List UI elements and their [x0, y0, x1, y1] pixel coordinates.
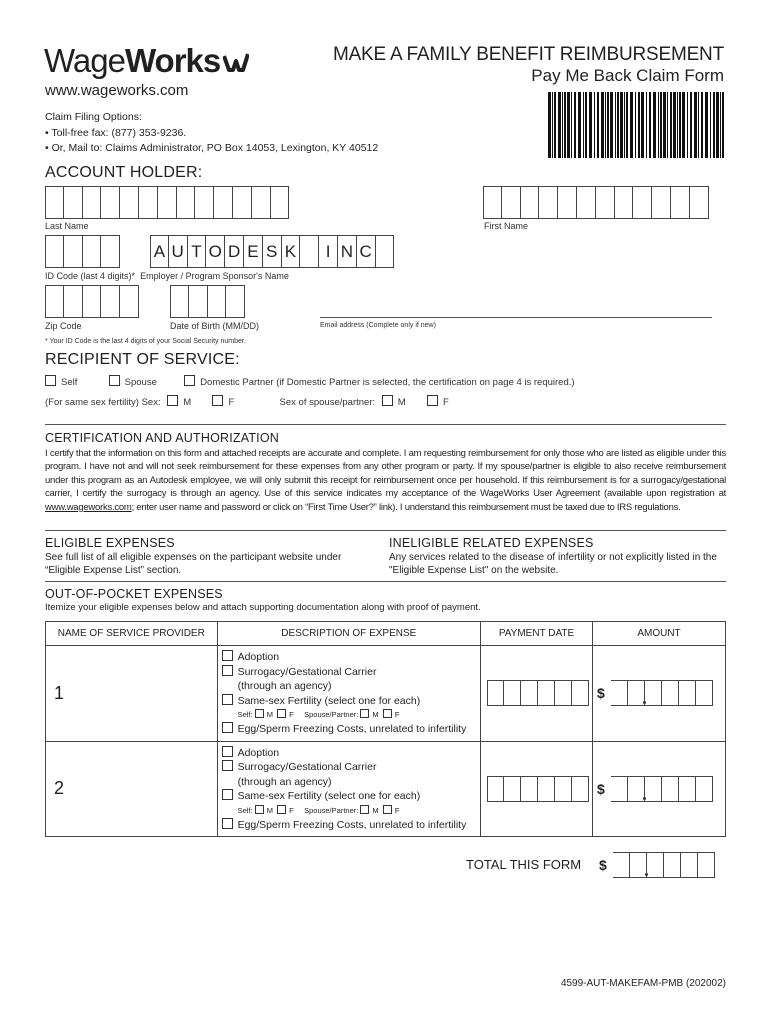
first-name-label: First Name — [484, 221, 529, 231]
dob-boxes[interactable] — [170, 285, 245, 318]
id-code-boxes[interactable] — [45, 235, 120, 268]
table-header-row — [46, 622, 726, 646]
payment-date-boxes[interactable] — [487, 680, 592, 706]
divider — [45, 530, 726, 531]
char-box[interactable]: N — [338, 235, 357, 268]
barcode-bar — [567, 92, 570, 158]
fertility-sex-row — [45, 395, 449, 408]
first-name-boxes[interactable] — [483, 186, 709, 219]
spouse-label: Spouse — [124, 377, 157, 388]
char-box[interactable]: S — [263, 235, 282, 268]
barcode — [548, 92, 726, 158]
barcode-bar — [624, 92, 625, 158]
col-amount: AMOUNT — [593, 622, 726, 646]
total-label: TOTAL THIS FORM — [466, 857, 582, 872]
claim-filing-options — [45, 110, 378, 157]
spouse-sex-f-checkbox[interactable] — [427, 395, 438, 406]
char-box[interactable] — [300, 235, 319, 268]
recipient-heading: RECIPIENT OF SERVICE: — [45, 351, 240, 368]
char-box[interactable] — [120, 186, 139, 219]
payment-date-cell — [481, 741, 593, 837]
barcode-bar — [690, 92, 692, 158]
barcode-bar — [615, 92, 616, 158]
self-f-checkbox[interactable] — [277, 805, 286, 814]
partner-m-checkbox[interactable] — [360, 709, 369, 718]
filing-fax: • Toll-free fax: (877) 353-9236. — [45, 126, 187, 139]
sex-f-checkbox[interactable] — [212, 395, 223, 406]
barcode-bar — [667, 92, 668, 158]
char-box[interactable]: E — [244, 235, 263, 268]
barcode-bar — [701, 92, 703, 158]
barcode-bar — [552, 92, 553, 158]
char-box[interactable] — [502, 186, 521, 219]
filing-heading: Claim Filing Options: — [45, 111, 142, 123]
spouse-sex-m-label: M — [397, 397, 406, 408]
oop-heading: OUT-OF-POCKET EXPENSES — [45, 587, 223, 601]
domestic-partner-label: Domestic Partner (if Domestic Partner is selected, the certification on page 4 is required.) — [200, 377, 575, 388]
id-footnote: * Your ID Code is the last 4 digits of your Social Security number. — [45, 338, 246, 345]
barcode-bar — [571, 92, 572, 158]
barcode-bar — [607, 92, 609, 158]
email-label: Email address (Complete only if new) — [320, 322, 436, 329]
filing-mail: • Or, Mail to: Claims Administrator, PO Box 14053, Lexington, KY 40512 — [45, 142, 379, 154]
char-box[interactable] — [64, 235, 83, 268]
barcode-bar — [574, 92, 576, 158]
employer-name-boxes[interactable] — [150, 235, 394, 268]
sex-m-checkbox[interactable] — [167, 395, 178, 406]
logo-mark-icon — [223, 51, 249, 73]
barcode-bar — [713, 92, 715, 158]
adoption-label: Adoption — [237, 746, 280, 759]
char-box[interactable]: U — [169, 235, 188, 268]
amount-cell — [593, 741, 726, 837]
barcode-bar — [562, 92, 563, 158]
ineligible-heading: INELIGIBLE RELATED EXPENSES — [389, 536, 594, 550]
surrogacy-sub-label: (through an agency) — [237, 680, 332, 692]
char-box[interactable] — [45, 186, 64, 219]
barcode-bar — [635, 92, 636, 158]
char-box[interactable] — [45, 285, 64, 318]
sex-f-label: F — [228, 397, 235, 408]
barcode-bar — [720, 92, 721, 158]
spouse-sex-f-label: F — [442, 397, 449, 408]
surrogacy-sub-label: (through an agency) — [237, 775, 332, 788]
barcode-bar — [601, 92, 604, 158]
fertility-sex-label: (For same sex fertility) Sex: — [45, 397, 161, 408]
char-box[interactable] — [45, 235, 64, 268]
website-url: www.wageworks.com — [45, 82, 189, 99]
barcode-bar — [722, 92, 724, 158]
barcode-bar — [705, 92, 708, 158]
char-box[interactable] — [189, 285, 208, 318]
logo-text-light: Wage — [44, 42, 125, 79]
barcode-bar — [677, 92, 678, 158]
char-box[interactable] — [64, 186, 83, 219]
zip-code-boxes[interactable] — [45, 285, 139, 318]
spouse-sex-m-checkbox[interactable] — [382, 395, 393, 406]
barcode-bar — [578, 92, 581, 158]
form-code: 4599-AUT-MAKEFAM-PMB (202002) — [560, 978, 726, 989]
barcode-bar — [682, 92, 685, 158]
barcode-bar — [660, 92, 662, 158]
col-provider: NAME OF SERVICE PROVIDER — [46, 622, 218, 646]
char-box[interactable] — [101, 285, 120, 318]
barcode-bar — [620, 92, 623, 158]
oop-instructions: Itemize your eligible expenses below and attach supporting documentation along with proof of payment. — [45, 602, 481, 613]
self-m-checkbox[interactable] — [255, 709, 264, 718]
char-box[interactable] — [271, 186, 290, 219]
char-box[interactable] — [177, 186, 196, 219]
last-name-boxes[interactable] — [45, 186, 289, 219]
char-box[interactable] — [101, 186, 120, 219]
fertility-checkbox[interactable] — [222, 789, 233, 800]
egg-label: Egg/Sperm Freezing Costs, unrelated to infertility — [237, 723, 467, 735]
sex-m-label: M — [183, 397, 192, 408]
partner-f-checkbox[interactable] — [383, 805, 392, 814]
ineligible-text: Any services related to the disease of infertility or not explicitly listed in the "Eligible Expense List" on the website. — [389, 552, 717, 576]
fertility-label: Same-sex Fertility (select one for each) — [237, 790, 421, 802]
barcode-bar — [658, 92, 659, 158]
spouse-sex-label: Sex of spouse/partner: — [279, 397, 376, 408]
surrogacy-checkbox[interactable] — [222, 760, 233, 771]
last-name-label: Last Name — [45, 221, 89, 231]
char-box[interactable] — [120, 285, 139, 318]
barcode-bar — [564, 92, 566, 158]
amount-boxes[interactable]: $ — [597, 680, 725, 706]
barcode-bar — [638, 92, 640, 158]
char-box[interactable] — [214, 186, 233, 219]
char-box[interactable] — [64, 285, 83, 318]
char-box[interactable] — [83, 235, 102, 268]
wageworks-logo — [44, 42, 249, 80]
description-cell — [217, 646, 480, 742]
spouse-checkbox[interactable] — [109, 375, 120, 386]
char-box[interactable] — [226, 285, 245, 318]
employer-label: Employer / Program Sponsor's Name — [140, 271, 289, 281]
barcode-bar — [679, 92, 681, 158]
amount-cell — [593, 646, 726, 742]
fertility-label: Same-sex Fertility (select one for each) — [237, 694, 421, 707]
barcode-bar — [710, 92, 711, 158]
char-box[interactable] — [539, 186, 558, 219]
fertility-checkbox[interactable] — [222, 694, 233, 705]
char-box[interactable] — [252, 186, 271, 219]
fertility-sex-options: Self: M F Spouse/Partner: M F — [237, 805, 400, 815]
account-holder-heading: ACCOUNT HOLDER: — [45, 164, 203, 181]
char-box[interactable] — [671, 186, 690, 219]
char-box[interactable]: O — [206, 235, 225, 268]
char-box[interactable] — [233, 186, 252, 219]
barcode-bar — [716, 92, 719, 158]
adoption-checkbox[interactable] — [222, 650, 233, 661]
char-box[interactable] — [83, 186, 102, 219]
char-box[interactable] — [596, 186, 615, 219]
eligible-text: See full list of all eligible expenses on the participant website under “Eligible Expense List” section. — [45, 552, 342, 576]
fertility-sex-options: Self: M F Spouse/Partner: M F — [237, 710, 400, 719]
barcode-bar — [597, 92, 599, 158]
email-line[interactable] — [320, 317, 712, 318]
barcode-bar — [548, 92, 551, 158]
char-box[interactable] — [652, 186, 671, 219]
partner-m-checkbox[interactable] — [360, 805, 369, 814]
provider-cell[interactable] — [46, 646, 218, 742]
divider — [45, 424, 726, 425]
dob-label: Date of Birth (MM/DD) — [170, 321, 260, 331]
char-box[interactable] — [170, 285, 189, 318]
char-box[interactable]: C — [357, 235, 376, 268]
adoption-checkbox[interactable] — [222, 746, 233, 757]
total-amount-boxes[interactable]: $ — [599, 852, 715, 878]
char-box[interactable]: K — [282, 235, 301, 268]
payment-date-cell — [481, 646, 593, 742]
eligible-heading: ELIGIBLE EXPENSES — [45, 536, 175, 550]
adoption-label: Adoption — [237, 651, 280, 663]
logo-text-bold: Works — [124, 42, 221, 79]
barcode-bar — [610, 92, 613, 158]
payment-date-boxes[interactable] — [487, 776, 592, 802]
domestic-partner-checkbox[interactable] — [184, 375, 195, 386]
expense-table — [45, 621, 726, 837]
egg-checkbox[interactable] — [222, 818, 233, 829]
char-box[interactable] — [577, 186, 596, 219]
char-box[interactable] — [83, 285, 102, 318]
barcode-bar — [594, 92, 595, 158]
description-cell — [217, 741, 480, 837]
col-payment-date: PAYMENT DATE — [481, 622, 593, 646]
barcode-bar — [687, 92, 688, 158]
barcode-bar — [646, 92, 647, 158]
char-box[interactable] — [139, 186, 158, 219]
char-box[interactable] — [521, 186, 540, 219]
char-box[interactable] — [690, 186, 709, 219]
surrogacy-label: Surrogacy/Gestational Carrier — [237, 665, 377, 678]
row-number: 1 — [54, 682, 65, 703]
wageworks-link[interactable]: www.wageworks.com — [45, 501, 132, 513]
self-label: Self — [61, 377, 78, 388]
barcode-bar — [673, 92, 676, 158]
surrogacy-checkbox[interactable] — [222, 665, 233, 676]
surrogacy-label: Surrogacy/Gestational Carrier — [237, 761, 377, 773]
self-checkbox[interactable] — [45, 375, 56, 386]
barcode-bar — [617, 92, 619, 158]
self-f-checkbox[interactable] — [277, 709, 286, 718]
recipient-options — [45, 375, 575, 388]
provider-cell[interactable] — [46, 741, 218, 837]
char-box[interactable] — [158, 186, 177, 219]
form-subtitle: Pay Me Back Claim Form — [531, 66, 724, 85]
char-box[interactable]: D — [225, 235, 244, 268]
char-box[interactable] — [208, 285, 227, 318]
barcode-bar — [649, 92, 651, 158]
barcode-bar — [585, 92, 587, 158]
char-box[interactable] — [483, 186, 502, 219]
barcode-bar — [694, 92, 697, 158]
divider — [45, 581, 726, 582]
barcode-bar — [630, 92, 633, 158]
barcode-bar — [698, 92, 699, 158]
char-box[interactable]: A — [150, 235, 169, 268]
table-row — [46, 741, 726, 837]
form-title: MAKE A FAMILY BENEFIT REIMBURSEMENT — [332, 44, 724, 65]
row-number: 2 — [54, 778, 65, 799]
col-description: DESCRIPTION OF EXPENSE — [217, 622, 480, 646]
barcode-bar — [583, 92, 584, 158]
id-code-label: ID Code (last 4 digits)* Employer / Program Sponsor's Name — [45, 271, 289, 281]
barcode-bar — [670, 92, 672, 158]
barcode-bar — [653, 92, 656, 158]
egg-label: Egg/Sperm Freezing Costs, unrelated to infertility — [237, 818, 467, 831]
egg-checkbox[interactable] — [222, 722, 233, 733]
char-box[interactable] — [615, 186, 634, 219]
char-box[interactable] — [376, 235, 395, 268]
char-box[interactable]: I — [319, 235, 338, 268]
barcode-bar — [589, 92, 592, 158]
zip-code-label: Zip Code — [45, 321, 82, 331]
char-box[interactable] — [633, 186, 652, 219]
barcode-bar — [558, 92, 561, 158]
barcode-bar — [641, 92, 644, 158]
partner-f-checkbox[interactable] — [383, 709, 392, 718]
barcode-bar — [554, 92, 556, 158]
char-box[interactable] — [558, 186, 577, 219]
self-m-checkbox[interactable] — [255, 805, 264, 814]
char-box[interactable]: T — [188, 235, 207, 268]
table-row — [46, 646, 726, 742]
certification-heading: CERTIFICATION AND AUTHORIZATION — [45, 431, 279, 445]
barcode-bar — [663, 92, 666, 158]
certification-text: I certify that the information on this form and attached receipts are accurate and complete. I am requesting reimbursement for only those who are listed as eligible under this program. I have not and will not seek reimbursement for these expenses from any other program or party. If my spouse/partner is eligible to also receive reimbursement under this program as an Autodesk employee, we will only submit this receipt for reimbursement once per household. If this reimbursement is for a surrogacy/gestational carrier, I certify the surrogacy is through an agency. Use of this service indicates my acceptance of the WageWorks User Agreement (available upon registration at www.wageworks.com; enter user name and password or click on “First Time User?” link). I understand this reimbursement must be taxed due to IRS regulations. — [45, 448, 726, 513]
char-box[interactable] — [101, 235, 120, 268]
barcode-bar — [605, 92, 606, 158]
char-box[interactable] — [195, 186, 214, 219]
amount-boxes[interactable]: $ — [597, 776, 725, 802]
barcode-bar — [626, 92, 628, 158]
